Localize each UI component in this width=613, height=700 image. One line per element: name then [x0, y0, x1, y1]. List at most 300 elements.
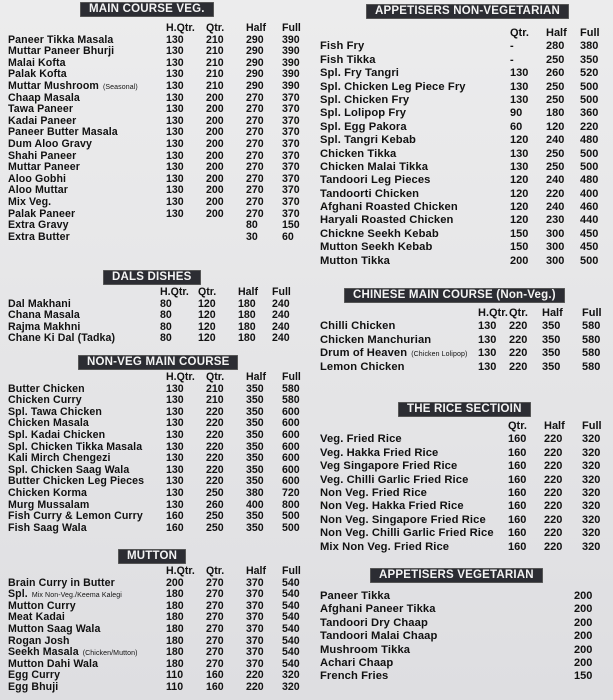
menu-item-price: 220: [544, 486, 563, 499]
menu-item-name: Palak Kofta: [8, 68, 67, 81]
menu-item-row: [312, 174, 613, 187]
menu-item-price: 320: [282, 680, 300, 693]
menu-item-price: 200: [206, 126, 224, 139]
menu-item-price: 180: [166, 646, 184, 659]
menu-item-price: 290: [246, 33, 264, 46]
menu-item-row: [312, 433, 613, 446]
menu-item-price: 60: [282, 230, 294, 243]
menu-item-name: Meat Kadai: [8, 611, 65, 624]
menu-item-price: 120: [510, 134, 529, 147]
menu-item-row: [312, 630, 613, 643]
menu-item-price: 220: [544, 473, 563, 486]
menu-item-row: [312, 228, 613, 241]
menu-item-price: 130: [166, 382, 184, 395]
menu-item-price: 130: [166, 440, 184, 453]
menu-item-name: Spl. Fry Tangri: [320, 67, 399, 80]
menu-item-price: 260: [546, 67, 565, 80]
menu-item-row: [312, 214, 613, 227]
menu-item-price: 240: [272, 309, 290, 322]
menu-item-name: Non Veg. Singapore Fried Rice: [320, 513, 486, 526]
menu-item-name: Malai Kofta: [8, 56, 66, 69]
menu-item-price: 250: [206, 510, 224, 523]
menu-item-row: [0, 232, 308, 244]
menu-item-name: Mutton Saag Wala: [8, 622, 101, 635]
appetisers-nonveg-section: [312, 0, 613, 268]
menu-item-name: Spl. Chicken Saag Wala: [8, 463, 130, 476]
menu-item-price: 130: [166, 126, 184, 139]
menu-item-price: 230: [546, 214, 565, 227]
menu-item-row: [0, 453, 308, 465]
menu-item-price: 270: [246, 103, 264, 116]
menu-item-name: Spl. Mix Non-Veg./Keema Kalegi: [8, 588, 122, 601]
menu-item-price: 240: [546, 201, 565, 214]
menu-item-price: 210: [206, 79, 224, 92]
section-title: APPETISERS VEGETARIAN: [370, 568, 543, 583]
menu-item-price: 390: [282, 45, 300, 58]
menu-item-price: 200: [206, 184, 224, 197]
menu-item-price: 130: [166, 417, 184, 430]
menu-item-row: [312, 447, 613, 460]
column-headers: [0, 566, 308, 578]
menu-item-price: 300: [546, 227, 565, 240]
menu-item-price: 370: [246, 599, 264, 612]
menu-item-price: 290: [246, 45, 264, 58]
menu-item-row: [312, 603, 613, 616]
menu-item-price: 130: [166, 114, 184, 127]
menu-item-row: [312, 347, 613, 360]
menu-item-row: [312, 500, 613, 513]
column-header: H.Qtr.: [166, 371, 195, 383]
menu-item-row: [0, 162, 308, 174]
menu-item-price: 220: [206, 405, 224, 418]
menu-item-price: 500: [282, 510, 300, 523]
menu-item-price: 130: [510, 147, 529, 160]
menu-item-price: 110: [166, 669, 184, 682]
menu-item-price: 270: [246, 172, 264, 185]
menu-item-row: [312, 161, 613, 174]
menu-item-name: Chicken Malai Tikka: [320, 160, 429, 173]
menu-item-price: 110: [166, 680, 184, 693]
menu-item-row: [312, 541, 613, 554]
column-header: Full: [582, 307, 602, 319]
menu-item-name: Chicken Curry: [8, 394, 82, 407]
column-header: Half: [238, 286, 259, 298]
column-header: H.Qtr.: [166, 565, 195, 577]
menu-item-price: 520: [580, 67, 599, 80]
menu-item-price: 120: [198, 309, 216, 322]
menu-item-price: 120: [546, 120, 565, 133]
menu-item-price: 320: [582, 540, 601, 553]
menu-item-name: Drum of Heaven (Chicken Lolipop): [320, 347, 468, 360]
menu-item-price: 370: [246, 588, 264, 601]
menu-item-price: 370: [246, 657, 264, 670]
menu-item-price: 600: [282, 452, 300, 465]
menu-item-price: 180: [238, 297, 256, 310]
menu-item-price: 180: [546, 107, 565, 120]
menu-item-price: 120: [198, 297, 216, 310]
menu-item-price: 200: [206, 103, 224, 116]
menu-item-price: 390: [282, 68, 300, 81]
menu-item-price: 130: [478, 347, 497, 360]
menu-item-price: 130: [478, 360, 497, 373]
menu-item-price: 270: [246, 114, 264, 127]
menu-item-price: 350: [246, 475, 264, 488]
menu-item-price: 600: [282, 428, 300, 441]
menu-item-price: 220: [246, 680, 264, 693]
menu-item-price: 580: [282, 394, 300, 407]
menu-item-price: 220: [509, 320, 528, 333]
menu-item-name: Mix Veg.: [8, 195, 52, 208]
menu-item-row: [312, 644, 613, 657]
menu-item-price: 290: [246, 56, 264, 69]
column-header: Qtr.: [198, 286, 217, 298]
menu-item-row: [312, 474, 613, 487]
menu-item-name: Paneer Butter Masala: [8, 126, 118, 139]
menu-item-row: [312, 590, 613, 603]
column-header: Half: [246, 565, 267, 577]
menu-item-price: 370: [282, 207, 300, 220]
menu-item-price: 220: [509, 333, 528, 346]
menu-item-price: 120: [198, 320, 216, 333]
menu-item-price: 370: [246, 622, 264, 635]
menu-item-price: 180: [238, 309, 256, 322]
menu-item-row: [0, 682, 308, 694]
menu-item-price: 160: [508, 500, 527, 513]
column-header: Full: [282, 565, 301, 577]
menu-item-name: Mutton Seekh Kebab: [320, 241, 433, 254]
menu-item-row: [312, 514, 613, 527]
menu-item-name: Tandoorti Chicken: [320, 187, 420, 200]
menu-item-name: Achari Chaap: [320, 656, 394, 669]
column-header: Qtr.: [508, 420, 527, 432]
menu-item-name: Fish Saag Wala: [8, 521, 87, 534]
menu-item-name: Shahi Paneer: [8, 149, 77, 162]
menu-item-price: 160: [166, 510, 184, 523]
menu-item-price: 210: [206, 56, 224, 69]
menu-item-row: [0, 81, 308, 93]
menu-item-price: 130: [166, 45, 184, 58]
menu-item-price: 180: [166, 588, 184, 601]
menu-item-price: 130: [166, 149, 184, 162]
menu-item-price: 180: [166, 622, 184, 635]
menu-item-row: [0, 220, 308, 232]
menu-item-price: 350: [580, 53, 599, 66]
menu-item-price: 350: [542, 360, 561, 373]
menu-item-name: Paneer Tikka Masala: [8, 33, 114, 46]
menu-item-price: 390: [282, 33, 300, 46]
menu-item-note: (Chicken Lolipop): [411, 351, 468, 359]
menu-item-price: 450: [580, 227, 599, 240]
menu-item-price: 320: [582, 486, 601, 499]
menu-item-price: 160: [206, 669, 224, 682]
menu-item-price: 390: [282, 56, 300, 69]
chinese-main-section: [312, 286, 613, 374]
menu-item-price: 320: [582, 433, 601, 446]
menu-item-price: 280: [546, 40, 565, 53]
menu-item-price: 370: [246, 576, 264, 589]
menu-item-price: 220: [544, 513, 563, 526]
menu-item-price: 80: [160, 297, 172, 310]
menu-item-price: 160: [508, 473, 527, 486]
section-title: DALS DISHES: [103, 270, 201, 285]
menu-item-price: 200: [206, 91, 224, 104]
menu-item-price: 130: [510, 80, 529, 93]
menu-item-note: Mix Non-Veg./Keema Kalegi: [31, 592, 122, 600]
menu-item-name: Afghani Roasted Chicken: [320, 201, 458, 214]
menu-item-price: 180: [166, 611, 184, 624]
menu-item-price: 540: [282, 657, 300, 670]
menu-item-price: 220: [544, 446, 563, 459]
menu-item-name: Brain Curry in Butter: [8, 576, 115, 589]
menu-item-price: 180: [238, 332, 256, 345]
menu-item-price: 160: [508, 527, 527, 540]
menu-item-price: 130: [478, 333, 497, 346]
menu-item-price: 500: [580, 147, 599, 160]
menu-item-price: 200: [574, 616, 593, 629]
menu-item-price: 130: [166, 161, 184, 174]
menu-item-price: 200: [206, 172, 224, 185]
menu-item-price: 160: [508, 513, 527, 526]
menu-item-price: 160: [508, 486, 527, 499]
main-course-veg-section: [0, 0, 308, 272]
menu-item-price: 80: [160, 332, 172, 345]
menu-item-price: 220: [206, 463, 224, 476]
menu-item-price: 210: [206, 45, 224, 58]
menu-item-price: 320: [582, 473, 601, 486]
menu-item-price: 270: [206, 611, 224, 624]
menu-item-row: [312, 121, 613, 134]
column-header: Half: [542, 307, 563, 319]
menu-item-price: 150: [510, 227, 529, 240]
menu-item-name: Egg Curry: [8, 669, 61, 682]
menu-item-price: 200: [206, 207, 224, 220]
menu-item-name: Fish Curry & Lemon Curry: [8, 510, 143, 523]
menu-item-price: 370: [282, 137, 300, 150]
menu-item-price: 370: [282, 149, 300, 162]
menu-item-price: 200: [574, 643, 593, 656]
menu-item-name: Chicken Masala: [8, 417, 89, 430]
menu-item-row: [312, 460, 613, 473]
menu-item-price: 320: [582, 500, 601, 513]
menu-item-price: 120: [198, 332, 216, 345]
menu-item-name: Spl. Chicken Tikka Masala: [8, 440, 143, 453]
menu-item-price: 200: [206, 161, 224, 174]
menu-item-price: 60: [510, 120, 523, 133]
menu-item-name: Tandoori Dry Chaap: [320, 616, 428, 629]
menu-item-name: Extra Gravy: [8, 219, 69, 232]
menu-item-price: 200: [574, 603, 593, 616]
menu-item-price: 240: [272, 297, 290, 310]
menu-item-price: 200: [574, 656, 593, 669]
appetisers-veg-section: [312, 566, 613, 684]
column-headers: [312, 420, 613, 433]
menu-item-name: Mutton Tikka: [320, 254, 390, 267]
menu-item-name: Chicken Manchurian: [320, 333, 432, 346]
menu-item-name: Tandoori Leg Pieces: [320, 174, 431, 187]
menu-item-price: 260: [206, 498, 224, 511]
menu-item-name: Murg Mussalam: [8, 498, 90, 511]
menu-item-name: Egg Bhuji: [8, 680, 59, 693]
column-header: Qtr.: [206, 371, 225, 383]
menu-item-row: [312, 107, 613, 120]
menu-item-name: Rogan Josh: [8, 634, 70, 647]
column-header: Qtr.: [509, 307, 528, 319]
menu-item-name: Butter Chicken Leg Pieces: [8, 475, 145, 488]
menu-item-row: [0, 523, 308, 535]
menu-item-price: 200: [574, 590, 593, 602]
menu-item-price: 180: [238, 320, 256, 333]
menu-item-name: French Fries: [320, 670, 389, 683]
menu-item-price: -: [510, 53, 514, 66]
menu-item-price: 460: [580, 201, 599, 214]
menu-item-price: 130: [166, 184, 184, 197]
menu-item-price: 350: [246, 440, 264, 453]
menu-item-price: 350: [246, 382, 264, 395]
menu-item-price: 370: [282, 114, 300, 127]
menu-item-name: Fish Tikka: [320, 53, 376, 66]
menu-item-price: 270: [206, 599, 224, 612]
menu-item-name: Chaap Masala: [8, 91, 80, 104]
menu-item-price: 220: [544, 540, 563, 553]
menu-item-price: 130: [166, 91, 184, 104]
menu-item-price: 130: [166, 56, 184, 69]
menu-item-price: 80: [160, 309, 172, 322]
menu-item-price: 540: [282, 611, 300, 624]
menu-item-row: [312, 487, 613, 500]
menu-item-price: 160: [206, 680, 224, 693]
menu-item-name: Chana Masala: [8, 309, 80, 322]
menu-item-price: 370: [282, 172, 300, 185]
menu-item-name: Spl. Egg Pakora: [320, 120, 407, 133]
menu-item-price: 350: [246, 452, 264, 465]
menu-item-price: 240: [546, 134, 565, 147]
menu-item-row: [0, 647, 308, 659]
menu-item-price: 130: [166, 405, 184, 418]
menu-item-name: Paneer Tikka: [320, 590, 391, 602]
menu-item-price: 160: [508, 446, 527, 459]
menu-item-name: Spl. Chicken Fry: [320, 93, 410, 106]
column-header: Full: [580, 27, 600, 39]
menu-item-price: 250: [546, 53, 565, 66]
menu-item-name: Rajma Makhni: [8, 320, 81, 333]
menu-item-price: 270: [206, 576, 224, 589]
section-title: CHINESE MAIN COURSE (Non-Veg.): [344, 288, 565, 303]
menu-item-name: Spl. Tangri Kebab: [320, 134, 416, 147]
menu-item-price: 160: [508, 433, 527, 446]
column-header: Full: [282, 371, 301, 383]
menu-item-price: 360: [580, 107, 599, 120]
menu-item-price: 250: [546, 160, 565, 173]
menu-item-price: 350: [542, 333, 561, 346]
menu-item-name: Kali Mirch Chengezi: [8, 452, 111, 465]
menu-item-row: [312, 255, 613, 268]
menu-item-price: 480: [580, 134, 599, 147]
menu-item-price: 540: [282, 646, 300, 659]
menu-item-note: (Seasonal): [102, 83, 138, 91]
menu-item-price: 350: [246, 405, 264, 418]
section-title: APPETISERS NON-VEGETARIAN: [366, 4, 569, 19]
menu-item-price: 220: [544, 460, 563, 473]
menu-item-price: 390: [282, 79, 300, 92]
menu-item-price: 30: [246, 230, 258, 243]
menu-item-price: 160: [508, 460, 527, 473]
menu-item-row: [312, 54, 613, 67]
column-header: Full: [272, 286, 291, 298]
menu-item-price: 130: [166, 68, 184, 81]
column-headers: [0, 23, 308, 35]
menu-item-price: 220: [206, 440, 224, 453]
menu-item-price: 580: [582, 320, 601, 333]
menu-item-name: Tawa Paneer: [8, 103, 74, 116]
menu-item-price: 540: [282, 588, 300, 601]
menu-item-name: Spl. Chicken Leg Piece Fry: [320, 80, 466, 93]
menu-item-name: Muttar Paneer Bhurji: [8, 45, 115, 58]
menu-item-name: Spl. Lolipop Fry: [320, 107, 407, 120]
menu-item-name: Chilli Chicken: [320, 320, 396, 333]
menu-item-price: 270: [246, 126, 264, 139]
menu-item-price: 270: [246, 91, 264, 104]
menu-item-price: 130: [510, 160, 529, 173]
menu-item-price: 380: [246, 486, 264, 499]
menu-item-price: 370: [282, 184, 300, 197]
menu-item-row: [312, 670, 613, 683]
menu-item-price: 270: [246, 207, 264, 220]
menu-item-row: [0, 197, 308, 209]
menu-item-row: [0, 430, 308, 442]
menu-item-row: [0, 333, 308, 345]
dals-section: [0, 268, 308, 345]
menu-item-price: 500: [580, 160, 599, 173]
menu-item-name: Mutton Dahi Wala: [8, 657, 99, 670]
menu-item-price: 350: [246, 394, 264, 407]
menu-item-price: 270: [246, 184, 264, 197]
menu-item-price: 580: [582, 333, 601, 346]
menu-item-price: 200: [206, 114, 224, 127]
menu-item-name: Seekh Masala (Chicken/Mutton): [8, 646, 138, 659]
menu-item-price: 370: [282, 91, 300, 104]
menu-item-price: 220: [544, 433, 563, 446]
menu-item-price: 320: [282, 669, 300, 682]
menu-item-price: 130: [478, 320, 497, 333]
menu-item-price: 250: [546, 80, 565, 93]
menu-item-price: 220: [544, 527, 563, 540]
menu-item-name: Mix Non Veg. Fried Rice: [320, 540, 450, 553]
menu-item-price: 500: [580, 93, 599, 106]
menu-item-price: 440: [580, 214, 599, 227]
menu-item-price: 80: [246, 219, 258, 232]
menu-item-price: 320: [582, 527, 601, 540]
menu-item-price: 220: [509, 347, 528, 360]
menu-item-name: Spl. Tawa Chicken: [8, 405, 102, 418]
menu-item-note: (Chicken/Mutton): [82, 650, 138, 658]
menu-item-price: 400: [246, 498, 264, 511]
menu-item-price: 370: [246, 646, 264, 659]
menu-item-price: 160: [508, 540, 527, 553]
menu-item-name: Mushroom Tikka: [320, 643, 411, 656]
menu-item-price: 180: [166, 657, 184, 670]
menu-item-price: 130: [510, 93, 529, 106]
menu-item-price: 210: [206, 68, 224, 81]
menu-item-price: 300: [546, 241, 565, 254]
menu-item-price: 250: [546, 93, 565, 106]
menu-item-price: 600: [282, 463, 300, 476]
menu-item-price: 130: [166, 195, 184, 208]
column-header: Full: [582, 420, 602, 432]
menu-item-name: Mutton Curry: [8, 599, 76, 612]
menu-item-price: 130: [166, 33, 184, 46]
menu-item-price: 130: [166, 103, 184, 116]
column-header: Half: [544, 420, 565, 432]
